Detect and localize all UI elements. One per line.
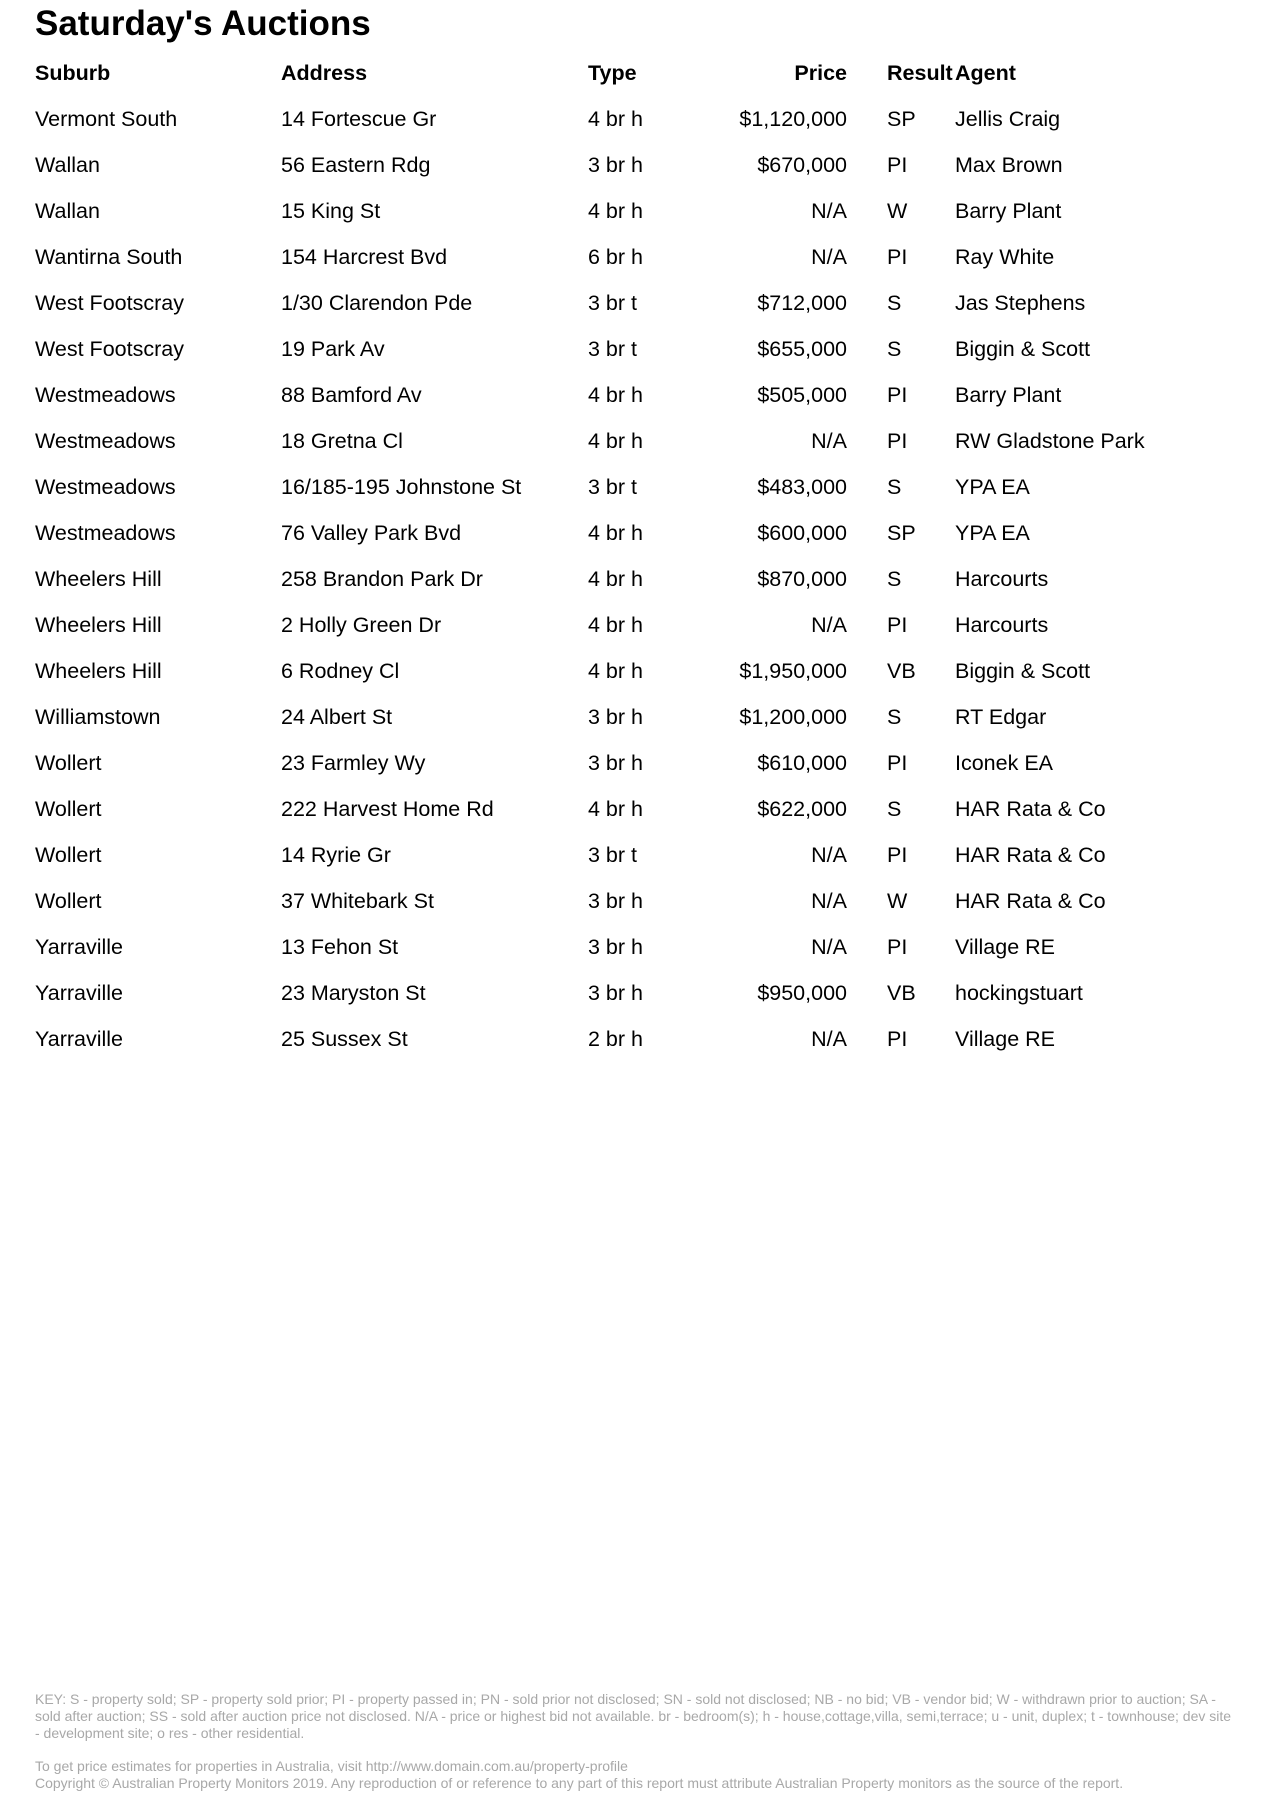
cell-address: 24 Albert St (281, 704, 393, 729)
cell-agent: Barry Plant (955, 382, 1062, 407)
cell-result: PI (887, 750, 908, 775)
cell-result: S (887, 704, 902, 729)
column-header-address: Address (281, 60, 368, 85)
cell-agent: Biggin & Scott (955, 658, 1091, 683)
page-title: Saturday's Auctions (35, 4, 371, 43)
cell-price: $1,120,000 (739, 106, 847, 131)
cell-price: $950,000 (757, 980, 847, 1005)
cell-agent: Harcourts (955, 612, 1049, 637)
cell-price: N/A (811, 198, 847, 223)
cell-suburb: Wheelers Hill (35, 658, 162, 683)
cell-suburb: Westmeadows (35, 428, 176, 453)
cell-type: 3 br t (588, 842, 637, 867)
table-body (35, 96, 1235, 1062)
cell-result: PI (887, 842, 908, 867)
cell-price: N/A (811, 612, 847, 637)
cell-price: N/A (811, 842, 847, 867)
cell-suburb: Yarraville (35, 934, 124, 959)
cell-result: W (887, 888, 908, 913)
cell-type: 3 br t (588, 474, 637, 499)
cell-result: SP (887, 106, 916, 131)
table-row (35, 234, 1235, 280)
cell-price: N/A (811, 1026, 847, 1051)
cell-address: 258 Brandon Park Dr (281, 566, 483, 591)
cell-suburb: Wallan (35, 152, 100, 177)
cell-suburb: Vermont South (35, 106, 178, 131)
cell-price: $483,000 (757, 474, 847, 499)
cell-price: $712,000 (757, 290, 847, 315)
cell-price: $870,000 (757, 566, 847, 591)
table-row (35, 602, 1235, 648)
cell-suburb: Yarraville (35, 980, 124, 1005)
cell-agent: Village RE (955, 934, 1055, 959)
cell-agent: Iconek EA (955, 750, 1053, 775)
cell-result: PI (887, 382, 908, 407)
cell-price: $600,000 (757, 520, 847, 545)
cell-agent: Village RE (955, 1026, 1055, 1051)
cell-address: 14 Ryrie Gr (281, 842, 391, 867)
cell-suburb: Wheelers Hill (35, 566, 162, 591)
table-row (35, 1016, 1235, 1062)
price-estimates-note: To get price estimates for properties in Australia, visit http://www.domain.com.au/property-profile (35, 1758, 628, 1774)
cell-result: SP (887, 520, 916, 545)
report-footer (35, 1691, 1235, 1792)
table-row (35, 510, 1235, 556)
table-header-row (35, 50, 1235, 96)
cell-address: 13 Fehon St (281, 934, 399, 959)
auction-results-table (35, 50, 1235, 1062)
cell-address: 19 Park Av (281, 336, 385, 361)
table-row (35, 832, 1235, 878)
column-header-agent: Agent (955, 60, 1016, 85)
cell-price: $1,200,000 (739, 704, 847, 729)
cell-suburb: Westmeadows (35, 520, 176, 545)
cell-suburb: West Footscray (35, 290, 184, 315)
cell-type: 4 br h (588, 796, 643, 821)
cell-agent: Harcourts (955, 566, 1049, 591)
cell-result: PI (887, 612, 908, 637)
table-row (35, 970, 1235, 1016)
cell-address: 222 Harvest Home Rd (281, 796, 494, 821)
cell-suburb: Wallan (35, 198, 100, 223)
table-row (35, 648, 1235, 694)
cell-type: 4 br h (588, 198, 643, 223)
cell-type: 4 br h (588, 612, 643, 637)
cell-agent: HAR Rata & Co (955, 888, 1106, 913)
cell-agent: YPA EA (955, 474, 1030, 499)
cell-type: 4 br h (588, 106, 643, 131)
cell-result: PI (887, 1026, 908, 1051)
cell-price: N/A (811, 428, 847, 453)
cell-price: $670,000 (757, 152, 847, 177)
table-row (35, 280, 1235, 326)
cell-type: 3 br h (588, 704, 643, 729)
cell-result: S (887, 474, 902, 499)
column-header-result: Result (887, 60, 953, 85)
cell-suburb: Wheelers Hill (35, 612, 162, 637)
cell-suburb: Yarraville (35, 1026, 124, 1051)
table-row (35, 556, 1235, 602)
cell-address: 88 Bamford Av (281, 382, 422, 407)
cell-type: 3 br h (588, 934, 643, 959)
table-row (35, 372, 1235, 418)
cell-address: 14 Fortescue Gr (281, 106, 437, 131)
cell-address: 18 Gretna Cl (281, 428, 403, 453)
cell-price: $610,000 (757, 750, 847, 775)
table-row (35, 188, 1235, 234)
cell-address: 23 Farmley Wy (281, 750, 426, 775)
cell-agent: Jellis Craig (955, 106, 1061, 131)
table-row (35, 464, 1235, 510)
cell-address: 15 King St (281, 198, 381, 223)
cell-suburb: West Footscray (35, 336, 184, 361)
cell-agent: YPA EA (955, 520, 1030, 545)
cell-address: 76 Valley Park Bvd (281, 520, 462, 545)
table-row (35, 924, 1235, 970)
cell-suburb: Wantirna South (35, 244, 183, 269)
cell-agent: RW Gladstone Park (955, 428, 1145, 453)
table-row (35, 740, 1235, 786)
cell-type: 2 br h (588, 1026, 643, 1051)
cell-result: PI (887, 934, 908, 959)
cell-suburb: Wollert (35, 888, 102, 913)
cell-type: 4 br h (588, 566, 643, 591)
cell-type: 3 br t (588, 336, 637, 361)
table-row (35, 878, 1235, 924)
cell-address: 37 Whitebark St (281, 888, 434, 913)
cell-result: S (887, 566, 902, 591)
cell-address: 23 Maryston St (281, 980, 426, 1005)
column-header-price: Price (794, 60, 847, 85)
cell-agent: Jas Stephens (955, 290, 1086, 315)
cell-address: 1/30 Clarendon Pde (281, 290, 473, 315)
cell-agent: RT Edgar (955, 704, 1047, 729)
table-row (35, 418, 1235, 464)
cell-agent: Max Brown (955, 152, 1063, 177)
cell-agent: hockingstuart (955, 980, 1083, 1005)
cell-address: 16/185-195 Johnstone St (281, 474, 522, 499)
legend-key: KEY: S - property sold; SP - property sold prior; PI - property passed in; PN - sold prior not disclosed; SN - sold not disclosed; NB - no bid; VB - vendor bid; W - withdrawn prior to auction; SA - sold after auction; SS - sold after auction price not disclosed. N/A - price or highest bid not available. br - bedroom(s); h - house,cottage,villa, semi,terrace; u - unit, duplex; t - townhouse; dev site - development site; o res - other residential. (35, 1691, 1232, 1741)
cell-result: VB (887, 980, 916, 1005)
cell-result: PI (887, 152, 908, 177)
column-header-suburb: Suburb (35, 60, 111, 85)
cell-price: $622,000 (757, 796, 847, 821)
cell-price: N/A (811, 934, 847, 959)
cell-type: 3 br h (588, 980, 643, 1005)
table-row (35, 786, 1235, 832)
cell-result: S (887, 336, 902, 361)
cell-price: $505,000 (757, 382, 847, 407)
cell-result: VB (887, 658, 916, 683)
cell-address: 56 Eastern Rdg (281, 152, 431, 177)
cell-suburb: Wollert (35, 842, 102, 867)
table-row (35, 694, 1235, 740)
cell-address: 6 Rodney Cl (281, 658, 400, 683)
cell-type: 3 br h (588, 888, 643, 913)
cell-price: N/A (811, 888, 847, 913)
cell-suburb: Williamstown (35, 704, 161, 729)
cell-agent: HAR Rata & Co (955, 796, 1106, 821)
table-row (35, 142, 1235, 188)
cell-suburb: Wollert (35, 796, 102, 821)
column-header-type: Type (588, 60, 637, 85)
cell-agent: Biggin & Scott (955, 336, 1091, 361)
cell-result: PI (887, 428, 908, 453)
cell-agent: Barry Plant (955, 198, 1062, 223)
cell-type: 4 br h (588, 520, 643, 545)
cell-price: $655,000 (757, 336, 847, 361)
cell-result: S (887, 796, 902, 821)
cell-price: $1,950,000 (739, 658, 847, 683)
cell-suburb: Westmeadows (35, 474, 176, 499)
cell-type: 3 br h (588, 152, 643, 177)
cell-agent: HAR Rata & Co (955, 842, 1106, 867)
table-row (35, 96, 1235, 142)
cell-result: S (887, 290, 902, 315)
cell-agent: Ray White (955, 244, 1055, 269)
cell-address: 2 Holly Green Dr (281, 612, 442, 637)
cell-address: 25 Sussex St (281, 1026, 408, 1051)
cell-type: 4 br h (588, 428, 643, 453)
copyright-notice: Copyright © Australian Property Monitors 2019. Any reproduction of or reference to any part of this report must attribute Australian Property monitors as the source of the report. (35, 1775, 1124, 1791)
cell-type: 4 br h (588, 382, 643, 407)
cell-suburb: Wollert (35, 750, 102, 775)
cell-result: PI (887, 244, 908, 269)
cell-type: 3 br h (588, 750, 643, 775)
cell-price: N/A (811, 244, 847, 269)
cell-type: 4 br h (588, 658, 643, 683)
cell-type: 6 br h (588, 244, 643, 269)
table-row (35, 326, 1235, 372)
cell-address: 154 Harcrest Bvd (281, 244, 448, 269)
cell-suburb: Westmeadows (35, 382, 176, 407)
cell-result: W (887, 198, 908, 223)
cell-type: 3 br t (588, 290, 637, 315)
